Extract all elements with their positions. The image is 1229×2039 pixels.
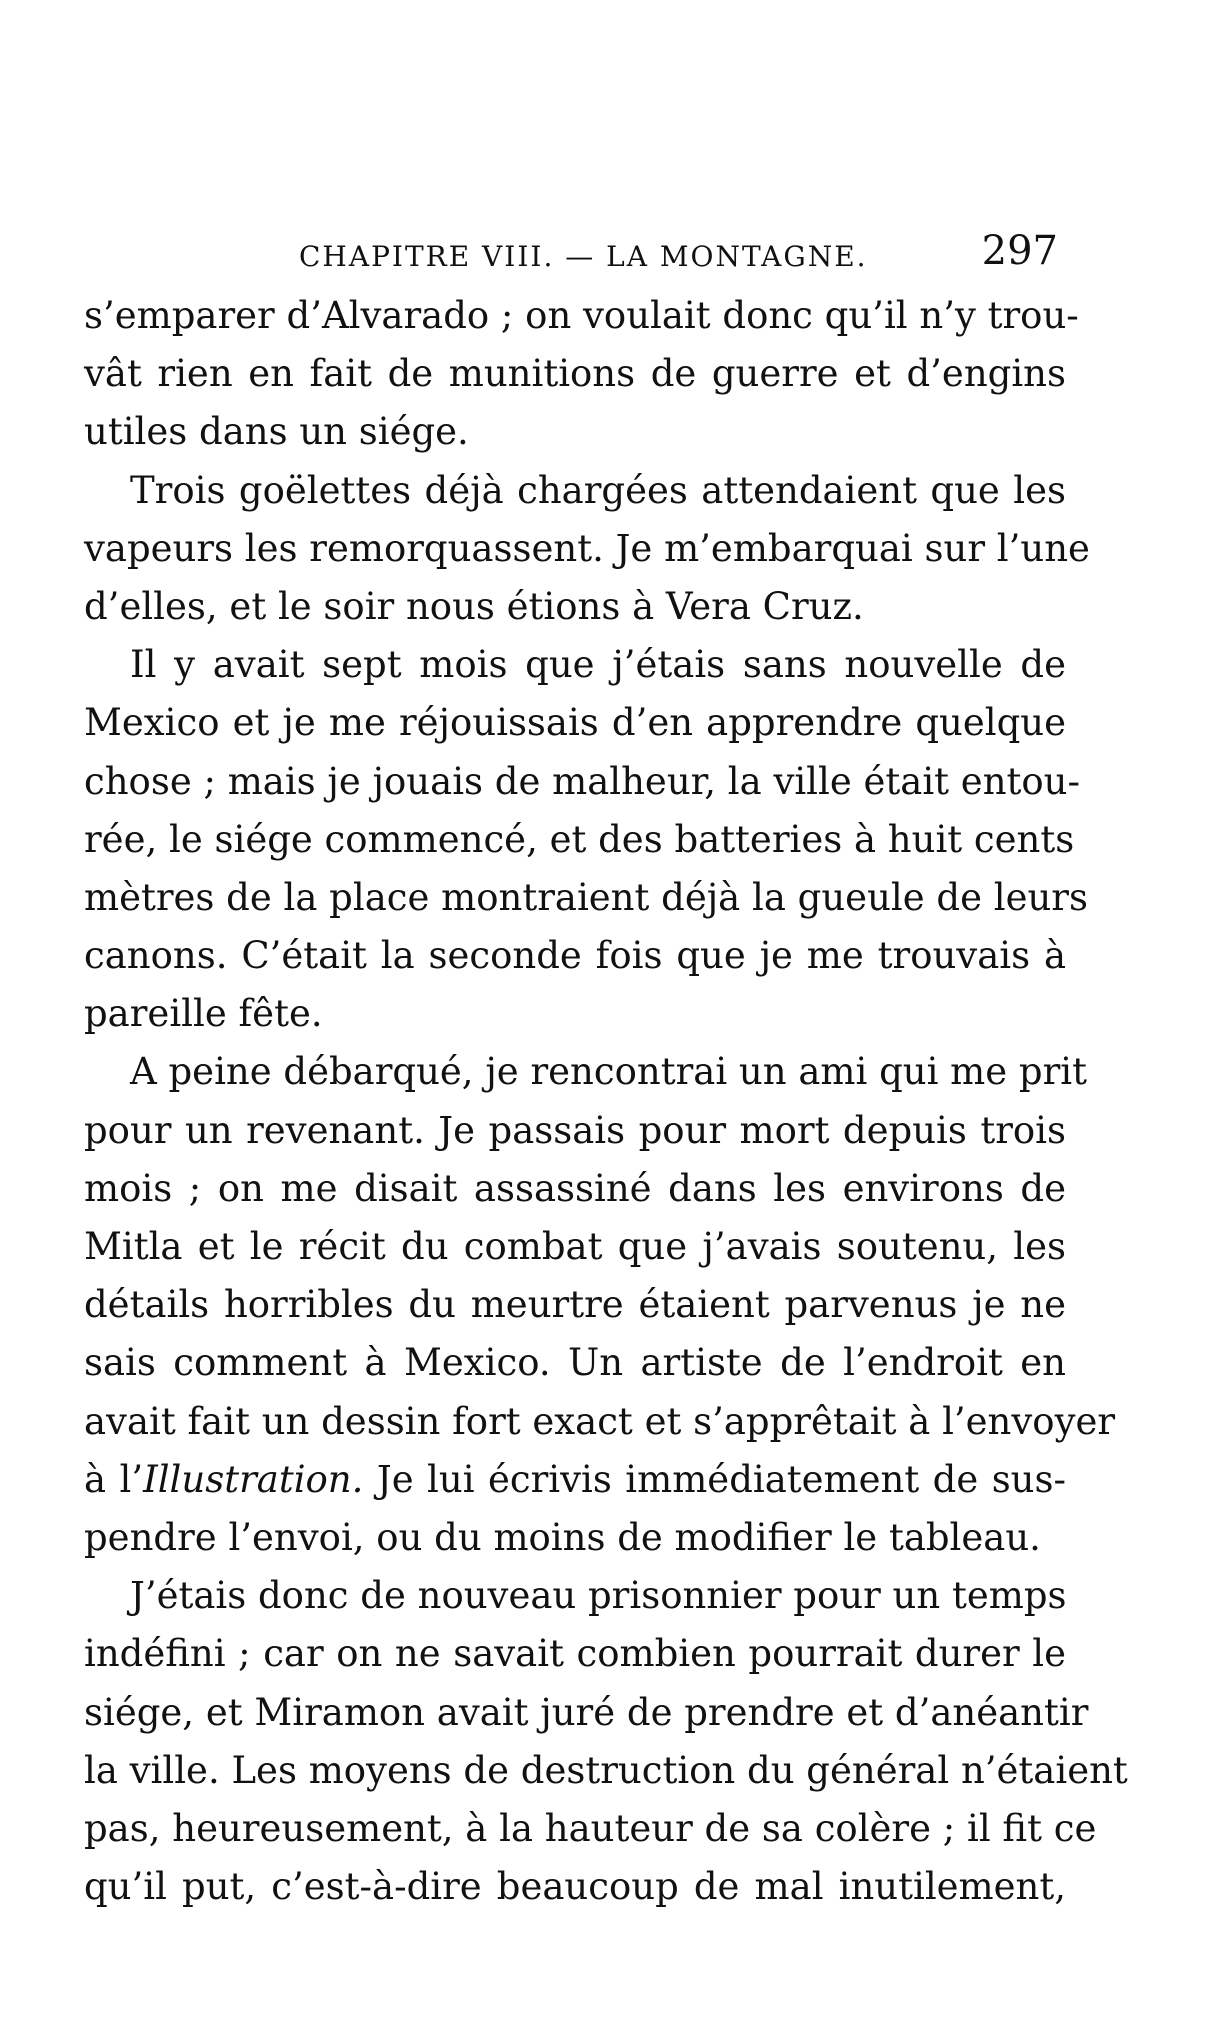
text-line: qu’il put, c’est-à-dire beaucoup de mal inutilement,: [84, 1865, 1066, 1909]
italic-title: Illustration.: [143, 1457, 364, 1501]
text-line: chose ; mais je jouais de malheur, la ville était entou-: [84, 759, 1081, 803]
text-line: indéfini ; car on ne savait combien pourrait durer le: [84, 1632, 1066, 1676]
text-segment: à l’: [84, 1457, 144, 1501]
text-line: canons. C’était la seconde fois que je me trouvais à: [84, 934, 1066, 978]
running-head: [84, 222, 1066, 282]
text-segment: Je lui écrivis immédiatement de sus-: [363, 1457, 1066, 1501]
page-number: 297: [981, 228, 1058, 274]
text-line: sais comment à Mexico. Un artiste de l’endroit en: [84, 1341, 1066, 1385]
text-line: pendre l’envoi, ou du moins de modifier le tableau.: [84, 1515, 1041, 1559]
text-line: Mexico et je me réjouissais d’en apprendre quelque: [84, 701, 1066, 745]
text-line: pas, heureusement, à la hauteur de sa colère ; il fit ce: [84, 1806, 1097, 1850]
text-line: avait fait un dessin fort exact et s’apprêtait à l’envoyer: [84, 1399, 1116, 1443]
text-line: vât rien en fait de munitions de guerre et d’engins: [84, 352, 1066, 396]
text-line: utiles dans un siége.: [84, 410, 469, 454]
text-line: Il y avait sept mois que j’étais sans nouvelle de: [130, 643, 1066, 687]
text-line: [84, 1451, 1066, 1509]
chapter-heading: CHAPITRE VIII. — LA MONTAGNE.: [299, 240, 868, 273]
text-line: d’elles, et le soir nous étions à Vera Cruz.: [84, 584, 864, 628]
body-text: [84, 287, 1128, 1916]
text-line: s’emparer d’Alvarado ; on voulait donc qu’il n’y trou-: [84, 294, 1079, 337]
text-line: la ville. Les moyens de destruction du général n’étaient: [84, 1748, 1128, 1792]
text-line: mois ; on me disait assassiné dans les environs de: [84, 1166, 1066, 1210]
text-line: vapeurs les remorquassent. Je m’embarquai sur l’une: [84, 526, 1090, 570]
text-line: pareille fête.: [84, 992, 323, 1036]
text-line: rée, le siége commencé, et des batteries à huit cents: [84, 817, 1075, 861]
text-line: siége, et Miramon avait juré de prendre et d’anéantir: [84, 1690, 1089, 1734]
text-line: mètres de la place montraient déjà la gueule de leurs: [84, 875, 1088, 919]
text-line: pour un revenant. Je passais pour mort depuis trois: [84, 1108, 1066, 1152]
text-line: J’étais donc de nouveau prisonnier pour un temps: [130, 1574, 1067, 1618]
text-line: Trois goëlettes déjà chargées attendaient que les: [130, 468, 1066, 512]
text-line: détails horribles du meurtre étaient parvenus je ne: [84, 1283, 1066, 1327]
text-line: A peine débarqué, je rencontrai un ami qui me prit: [130, 1050, 1087, 1094]
text-line: Mitla et le récit du combat que j’avais soutenu, les: [84, 1225, 1066, 1268]
